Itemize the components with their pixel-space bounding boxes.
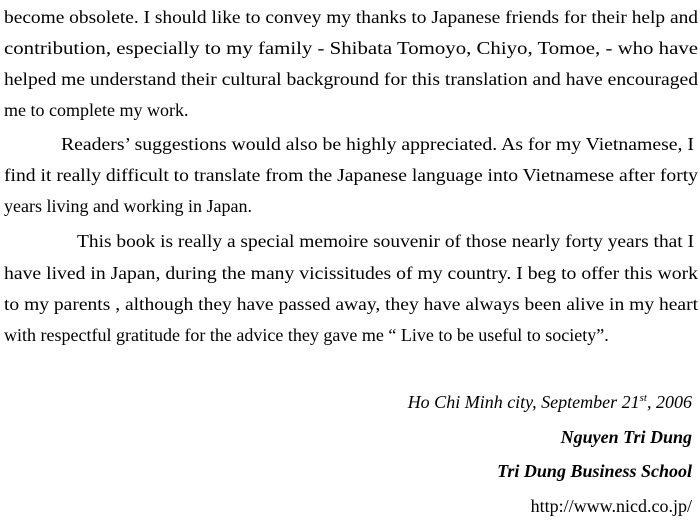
signature-place-date-prefix: Ho Chi Minh city, September 21 <box>407 392 640 412</box>
text-line: with respectful gratitude for the advice they gave me “ Live to be useful to society”. <box>4 325 609 345</box>
text-line: years living and working in Japan. <box>4 196 252 216</box>
text-line: become obsolete. I should like to convey my thanks to Japanese friends for their help and <box>4 7 698 27</box>
text-line: me to complete my work. <box>4 100 189 120</box>
text-line: to my parents , although they have passed away, they have always been alive in my heart <box>4 294 698 314</box>
text-line: find it really difficult to translate from the Japanese language into Vietnamese after forty <box>4 165 698 185</box>
signature-organization: Tri Dung Business School <box>497 461 692 481</box>
text-line: helped me understand their cultural background for this translation and have encouraged <box>4 69 699 89</box>
signature-date-ordinal: st <box>639 392 647 404</box>
signature-url: http://www.nicd.co.jp/ <box>530 496 692 516</box>
text-line: contribution, especially to my family - Shibata Tomoyo, Chiyo, Tomoe, - who have <box>4 38 698 58</box>
text-line: have lived in Japan, during the many vicissitudes of my country. I beg to offer this work <box>4 263 699 283</box>
signature-place-date <box>408 391 692 413</box>
text-line: This book is really a special memoire souvenir of those nearly forty years that I <box>77 231 694 251</box>
text-line: Readers’ suggestions would also be highly appreciated. As for my Vietnamese, I <box>61 134 694 154</box>
signature-place-date-suffix: , 2006 <box>647 392 692 412</box>
signature-author-name: Nguyen Tri Dung <box>560 427 692 447</box>
